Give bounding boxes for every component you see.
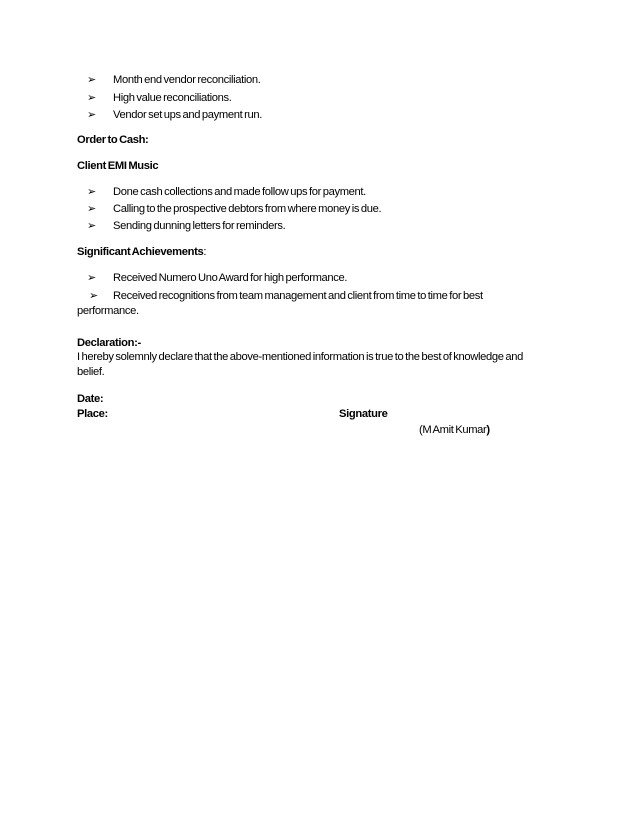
list-item: Received Numero Uno Award for high performance.	[113, 272, 348, 284]
achievements-heading-colon: :	[203, 246, 207, 258]
list-item: Sending dunning letters for reminders.	[113, 220, 286, 232]
bullet-arrow-icon: ➢	[87, 108, 97, 121]
list-item-continuation: performance.	[77, 305, 139, 317]
signatory-name-close: )	[486, 424, 490, 436]
date-label: Date:	[77, 393, 104, 405]
section-heading-declaration: Declaration:-	[77, 337, 141, 349]
bullet-arrow-icon: ➢	[87, 73, 97, 86]
signatory-name	[419, 423, 490, 437]
place-label: Place:	[77, 408, 108, 420]
declaration-text-line: I hereby solemnly declare that the above-mentioned information is true to the best of knowledge and	[77, 351, 524, 363]
bullet-arrow-icon: ➢	[89, 289, 99, 302]
section-heading-order-to-cash: Order to Cash:	[77, 134, 149, 146]
section-heading-client: Client EMI Music	[77, 160, 159, 172]
bullet-arrow-icon: ➢	[87, 271, 97, 284]
list-item: Done cash collections and made follow ups for payment.	[113, 186, 366, 198]
list-item: Vendor set ups and payment run.	[113, 109, 262, 121]
bullet-arrow-icon: ➢	[87, 219, 97, 232]
signature-label: Signature	[339, 408, 388, 420]
declaration-text-line: belief.	[77, 366, 105, 378]
list-item: Calling to the prospective debtors from where money is due.	[113, 203, 382, 215]
list-item: Received recognitions from team management and client from time to time for best	[113, 290, 483, 302]
bullet-arrow-icon: ➢	[87, 202, 97, 215]
list-item: High value reconciliations.	[113, 92, 232, 104]
bullet-arrow-icon: ➢	[87, 185, 97, 198]
bullet-arrow-icon: ➢	[87, 91, 97, 104]
achievements-heading-text: Significant Achievements	[77, 246, 204, 258]
section-heading-achievements	[77, 245, 206, 259]
signatory-name-text: (M Amit Kumar	[419, 424, 487, 436]
list-item: Month end vendor reconciliation.	[113, 74, 261, 86]
